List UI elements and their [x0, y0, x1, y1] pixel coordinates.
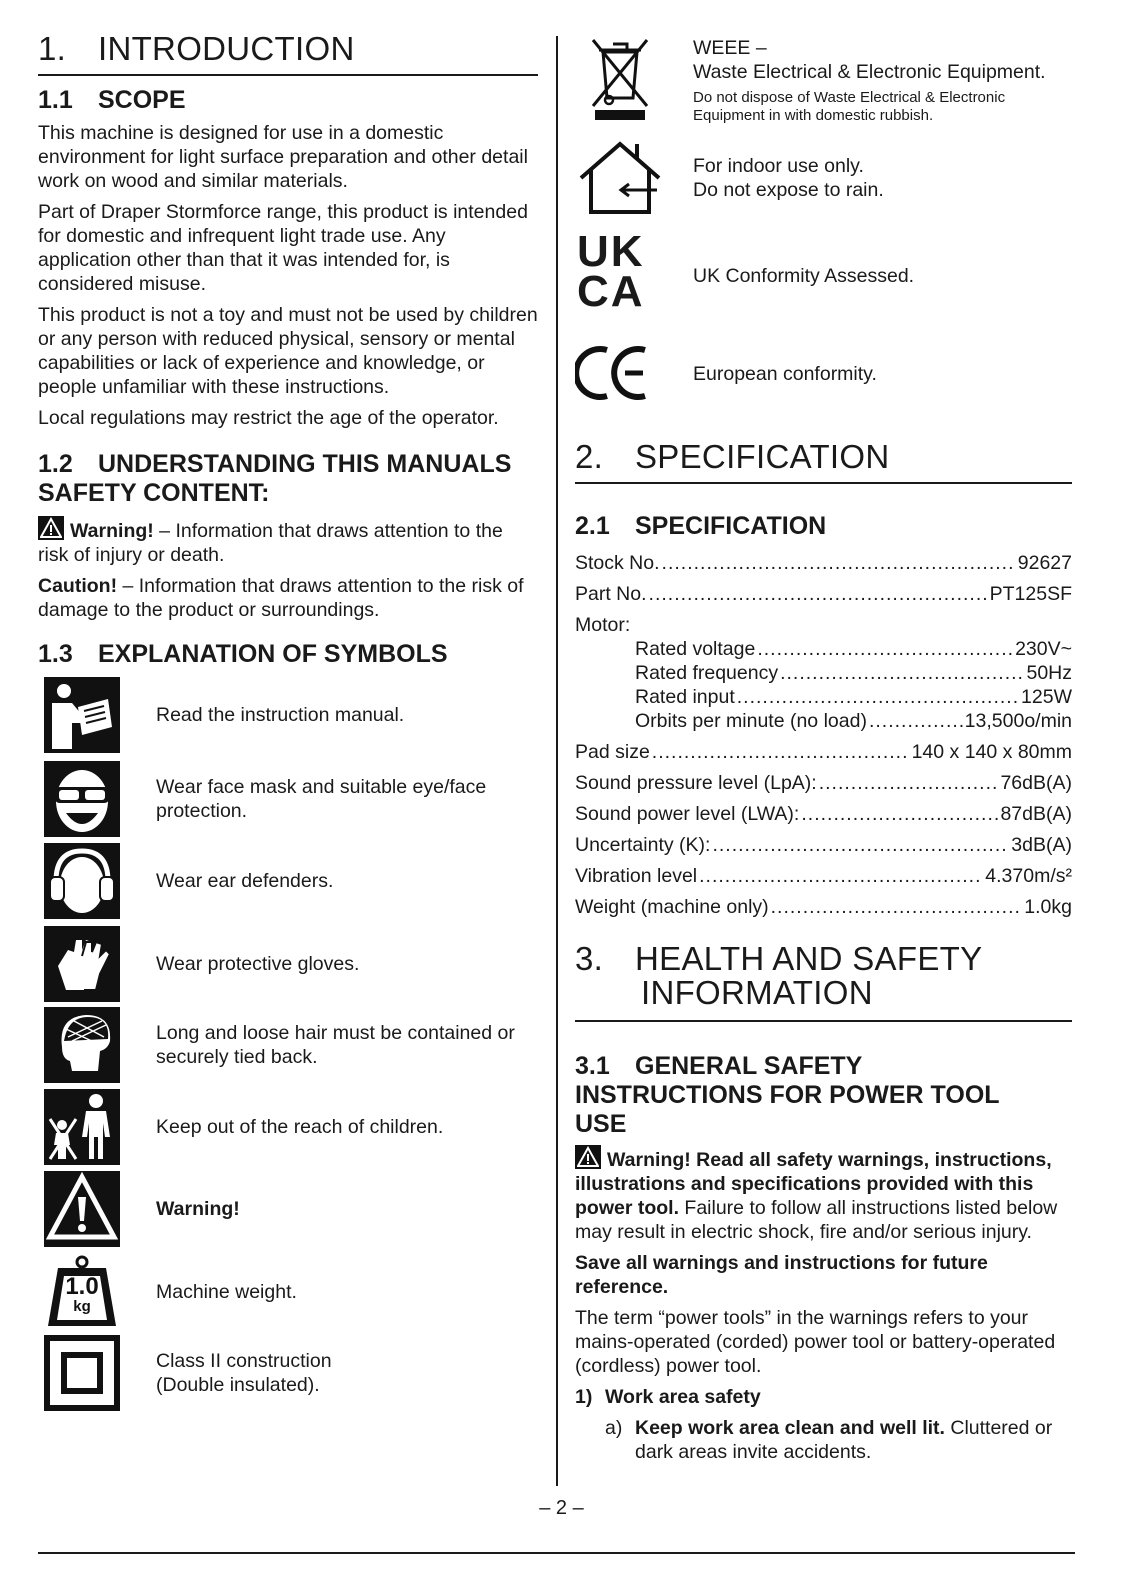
machine-weight-icon: 1.0 kg: [44, 1254, 120, 1330]
ukca-symbol-row: UK CA UK Conformity Assessed.: [577, 227, 915, 316]
read-manual-icon: [44, 677, 120, 753]
symbol-row-gloves: Wear protective gloves.: [44, 926, 544, 1002]
left-column: [38, 30, 538, 669]
page-number: – 2 –: [539, 1497, 584, 1519]
warning-triangle-icon: [44, 1171, 120, 1247]
specification-subheading: 2.1 SPECIFICATION: [575, 512, 827, 540]
symbol-row-children: Keep out of the reach of children.: [44, 1089, 544, 1165]
weee-symbol-row: WEEE – Waste Electrical & Electronic Equipment. Do not dispose of Waste Electrical & Electronic Equipment in with domestic rubbish.: [575, 36, 1075, 126]
warning-triangle-icon: [575, 1145, 601, 1169]
weee-bin-icon: [589, 36, 651, 125]
symbol-row-read-manual: Read the instruction manual.: [44, 677, 544, 753]
symbol-row-ear-defenders: Wear ear defenders.: [44, 843, 544, 919]
work-area-safety-heading: 1) Work area safety: [575, 1386, 761, 1408]
scope-paragraph-4: Local regulations may restrict the age of the operator.: [38, 407, 499, 429]
spec-row-motor: Motor:: [575, 614, 631, 636]
symbol-row-warning: Warning!: [44, 1171, 544, 1247]
symbols-heading: 1.3 EXPLANATION OF SYMBOLS: [38, 640, 448, 668]
spec-row-stock-no: Stock No. ..... 92627: [575, 551, 1072, 582]
protective-gloves-icon: [44, 926, 120, 1002]
specification-section: [575, 438, 1072, 926]
face-mask-goggles-icon: [44, 761, 120, 837]
column-divider: [556, 36, 558, 1486]
scope-heading: 1.1 SCOPE: [38, 86, 186, 114]
section-3-heading: 3. HEALTH AND SAFETY INFORMATION: [575, 942, 1072, 1022]
warning-triangle-icon: [38, 516, 64, 540]
symbol-row-class-ii: Class II construction (Double insulated).: [44, 1335, 544, 1411]
footer-rule: [38, 1552, 1075, 1554]
spec-row-rated-voltage: Rated voltage ..... 230V~: [575, 637, 1072, 661]
spec-row-uncertainty: Uncertainty (K): ..... 3dB(A): [575, 833, 1072, 864]
symbol-row-weight: 1.0 kg Machine weight.: [44, 1254, 544, 1330]
health-safety-section: [575, 942, 1072, 1464]
spec-row-rated-input: Rated input ..... 125W: [575, 685, 1072, 709]
symbol-row-face-mask: Wear face mask and suitable eye/face protection.: [44, 761, 544, 837]
scope-paragraph-2: Part of Draper Stormforce range, this product is intended for domestic and infrequent light trade use. Any application other than that it was intended for, is considered misuse.: [38, 201, 528, 295]
spec-row-orbits: Orbits per minute (no load) ..... 13,500o/min: [575, 709, 1072, 740]
spec-row-sound-pressure: Sound pressure level (LpA): ..... 76dB(A): [575, 771, 1072, 802]
spec-row-part-no: Part No. ..... PT125SF: [575, 582, 1072, 613]
ce-mark-icon: [575, 344, 657, 407]
ce-symbol-row: European conformity.: [575, 344, 1075, 408]
work-area-item-a: a) Keep work area clean and well lit. Cluttered or dark areas invite accidents.: [605, 1417, 1053, 1463]
save-instructions: Save all warnings and instructions for future reference.: [575, 1252, 988, 1298]
class-ii-icon: [44, 1335, 120, 1411]
spec-row-weight: Weight (machine only) ..... 1.0kg: [575, 895, 1072, 926]
general-safety-heading: 3.1 GENERAL SAFETY INSTRUCTIONS FOR POWER TOOL USE: [575, 1052, 1000, 1138]
warning-definition: Warning! – Information that draws attention to the risk of injury or death.: [38, 516, 538, 567]
scope-paragraph-1: This machine is designed for use in a domestic environment for light surface preparation and other detail work on wood and similar materials.: [38, 122, 528, 192]
ukca-mark-icon: UK CA: [577, 227, 645, 316]
scope-paragraph-3: This product is not a toy and must not be used by children or any person with reduced physical, sensory or mental capabilities or lack of experience and knowledge, or people unfamiliar with these instructions.: [38, 304, 538, 398]
spec-table: [575, 551, 1072, 926]
keep-children-away-icon: [44, 1089, 120, 1165]
understanding-heading: 1.2 UNDERSTANDING THIS MANUALS SAFETY CONTENT:: [38, 450, 512, 507]
spec-row-sound-power: Sound power level (LWA): ..... 87dB(A): [575, 802, 1072, 833]
right-symbols: [575, 0, 1075, 440]
section-1-heading: 1. INTRODUCTION: [38, 30, 538, 76]
section-2-heading: 2. SPECIFICATION: [575, 438, 1072, 484]
spec-row-pad-size: Pad size ..... 140 x 140 x 80mm: [575, 740, 1072, 771]
symbol-row-hair: Long and loose hair must be contained or securely tied back.: [44, 1007, 544, 1083]
caution-definition: Caution! – Information that draws attention to the risk of damage to the product or surroundings.: [38, 575, 524, 621]
spec-row-vibration: Vibration level ..... 4.370m/s²: [575, 864, 1072, 895]
hair-net-icon: [44, 1007, 120, 1083]
ear-defenders-icon: [44, 843, 120, 919]
indoor-use-icon: [577, 140, 663, 221]
indoor-use-symbol-row: For indoor use only. Do not expose to rain.: [575, 140, 1075, 220]
spec-row-rated-frequency: Rated frequency ..... 50Hz: [575, 661, 1072, 685]
power-tools-term: The term “power tools” in the warnings refers to your mains-operated (corded) power tool or battery-operated (cordless) power tool.: [575, 1307, 1056, 1377]
power-tool-warning: Warning! Read all safety warnings, instructions, illustrations and specifications provided with this power tool. Failure to follow all instructions listed below may result in electric shock, fire and/or serious injury.: [575, 1145, 1072, 1244]
